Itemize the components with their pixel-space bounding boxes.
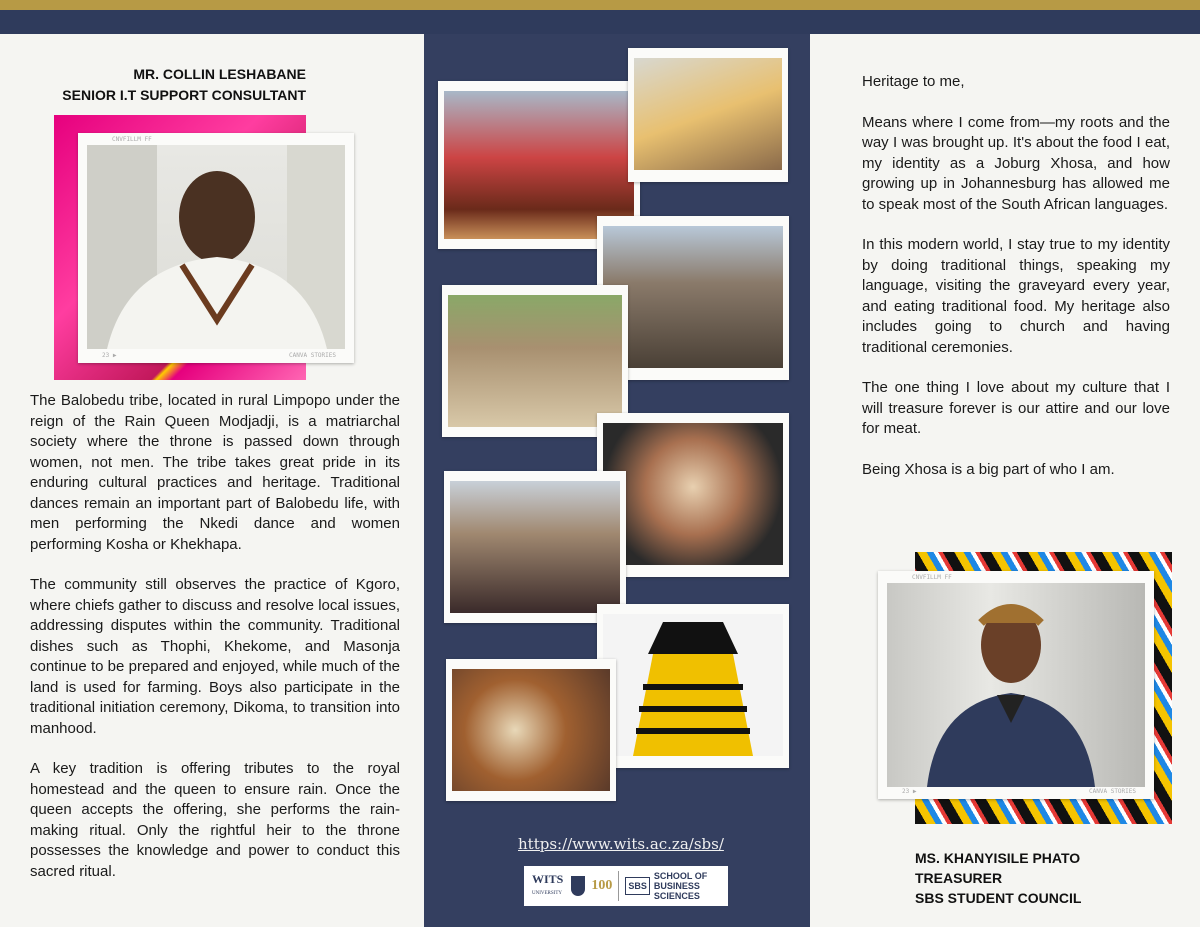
- portrait-photo-right: CNVFILLM FF 23 ▶ CANVA STORIES: [878, 571, 1154, 799]
- left-paragraph: The community still observes the practice of Kgoro, where chiefs gather to discuss and resolve local issues, addressing disputes within the community. Traditional dishes such as Thophi, Khekome, and Masonja continue to be prepared and enjoyed, while much of the land is used for farming. Boys also participate in the traditional initiation ceremony, Dikoma, to transition into manhood.: [30, 576, 400, 737]
- person-title-right: TREASURER: [915, 870, 1003, 886]
- photo-painted-dancer: [628, 48, 788, 182]
- person-title-left: SENIOR I.T SUPPORT CONSULTANT: [62, 87, 306, 103]
- photo-traditional-food: [446, 659, 616, 801]
- sbs-badge: SBS: [625, 877, 650, 895]
- man-portrait-image: [87, 145, 345, 349]
- top-gold-bar: [0, 0, 1200, 10]
- right-paragraph: Heritage to me,: [862, 73, 965, 90]
- sbs-website-link[interactable]: https://www.wits.ac.za/sbs/: [518, 835, 724, 853]
- photo-circle-gathering: [444, 471, 626, 623]
- right-paragraph: Being Xhosa is a big part of who I am.: [862, 460, 1115, 478]
- wits-sbs-logo: WITS UNIVERSITY 100 SBS SCHOOL OF BUSINESS SCIENCES: [524, 866, 728, 906]
- woman-portrait-image: [887, 583, 1145, 787]
- person-name-left: MR. COLLIN LESHABANE: [133, 66, 306, 82]
- left-paragraph: A key tradition is offering tributes to the royal homestead and the queen to ensure rain. Once the queen accepts the offering, she performs the rain-making ritual. Only the rightful heir to the throne possesses the knowledge and power to conduct this sacred ritual.: [30, 760, 400, 880]
- right-paragraph: The one thing I love about my culture that I will treasure forever is our attire and our love for meat.: [862, 379, 1170, 437]
- photo-xhosa-attire: [597, 604, 789, 768]
- right-paragraph: Means where I come from—my roots and the way I was brought up. It's about the food I eat, my identity as a Joburg Xhosa, and how growing up in Johannesburg has allowed me to speak most of the South African languages.: [862, 113, 1170, 213]
- yellow-dress-image: [603, 614, 783, 756]
- top-navy-band: [0, 10, 1200, 34]
- portrait-photo-left: CNVFILLM FF 23 ▶ CANVA STORIES: [78, 133, 354, 363]
- left-article: [30, 391, 400, 902]
- left-paragraph: The Balobedu tribe, located in rural Limpopo under the reign of the Rain Queen Modjadji, is a matriarchal society where the throne is passed down through women, not men. The tribe takes great pride in its enduring cultural practices and heritage. Traditional dances remain an important part of Balobedu life, with men performing the Nkedi dance and women performing Kosha or Khekhapa.: [30, 392, 400, 553]
- right-panel: [810, 34, 1200, 927]
- right-article: [862, 72, 1170, 500]
- person-name-right: MS. KHANYISILE PHATO: [915, 850, 1081, 866]
- person-council-right: SBS STUDENT COUNCIL: [915, 890, 1082, 906]
- wits-crest-icon: [571, 876, 585, 896]
- right-paragraph: In this modern world, I stay true to my identity by doing traditional things, speaking my language, visiting the graveyard every year, and eating traditional food. My heritage also includes going to church and having traditional ceremonies.: [862, 236, 1170, 356]
- film-label: CNVFILLM FF: [112, 136, 152, 143]
- profile-heading-right: [915, 848, 1081, 908]
- profile-heading-left: [62, 64, 306, 106]
- left-panel: [0, 34, 424, 927]
- frame-label: CANVA STORIES: [289, 352, 336, 359]
